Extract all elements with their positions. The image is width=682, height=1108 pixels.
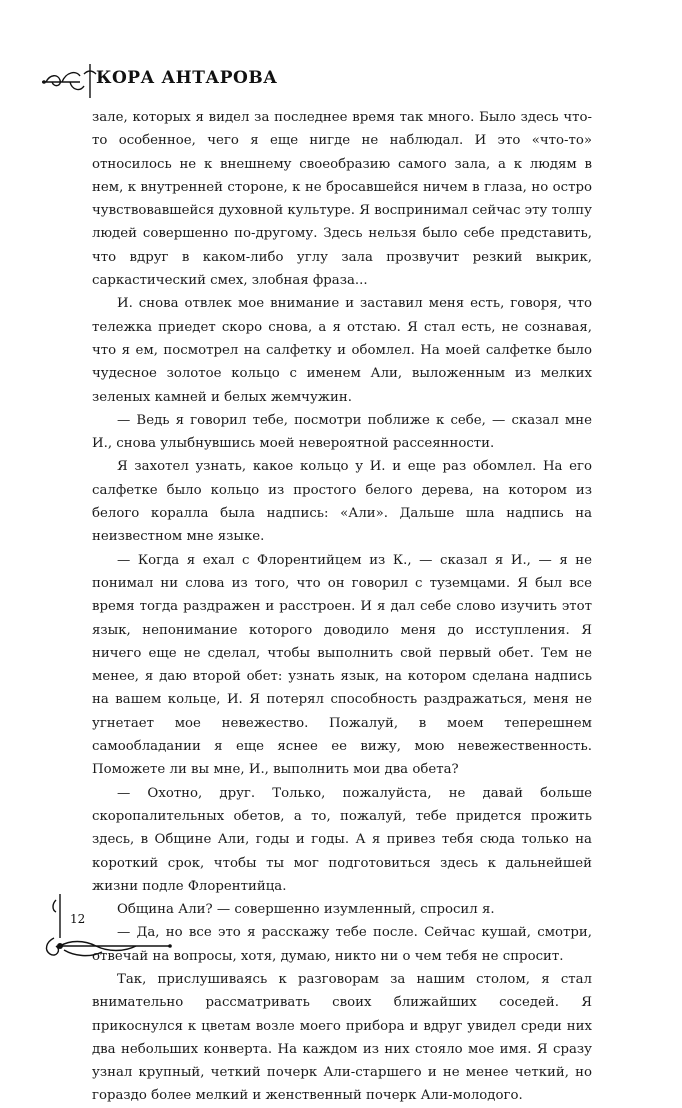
paragraph: Я захотел узнать, какое кольцо у И. и еще раз обомлел. На его салфетке было кольцо из простого белого дерева, на котором из белого коралла была надпись: «Али». Дальше шла надпись на неизвестном мне языке.: [92, 459, 592, 545]
paragraph: И. снова отвлек мое внимание и заставил меня есть, говоря, что тележка приедет скоро снова, а я отстаю. Я стал есть, не сознавая, что я ем, посмотрел на салфетку и обомлел. На моей салфетке было чудесное золотое кольцо с именем Али, выложенным из мелких зеленых камней и белых жемчужин.: [92, 296, 592, 405]
footer-ornament-icon: [40, 890, 180, 970]
paragraph: — Ведь я говорил тебе, посмотри поближе к себе, — сказал мне И., снова улыбнувшись моей невероятной рассеянности.: [92, 412, 592, 452]
author-name: КОРА АНТАРОВА: [96, 68, 278, 88]
paragraph: — Охотно, друг. Только, пожалуйста, не давай больше скоропалительных обетов, а то, пожалуй, тебе придется прожить здесь, в Общине Али, годы и годы. А я привез тебя сюда только на короткий срок, чтобы ты мог подготовиться здесь к дальнейшей жизни подле Флорентийца.: [92, 785, 592, 894]
paragraph: — Когда я ехал с Флорентийцем из К., — сказал я И., — я не понимал ни слова из того, что он говорил с туземцами. Я был все время тогда раздражен и расстроен. И я дал себе слово изучить этот язык, непонимание которого доводило меня до исступления. Я ничего еще не сделал, чтобы выполнить свой первый обет. Тем не менее, я даю второй обет: узнать язык, на котором сделана надпись на вашем кольце, И. Я потерял способность раздражаться, меня не угнетает мое невежество. Пожалуй, в моем теперешнем самообладании я еще яснее ее вижу, мою невежественность. Поможете ли вы мне, И., выполнить мои два обета?: [92, 552, 592, 778]
paragraph: — Да, но все это я расскажу тебе после. Сейчас кушай, смотри, отвечай на вопросы, хотя, думаю, никто ни о чем тебя не спросит.: [92, 925, 592, 964]
paragraph: зале, которых я видел за последнее время так много. Было здесь что-то особенное, чего я еще нигде не наблюдал. И это «что-то» относилось не к внешнему своеобразию самого зала, а к людям в нем, к внутренней стороне, к не бросавшейся ничем в глаза, но остро чувствовавшейся духовной культуре. Я воспринимал сейчас эту толпу людей совершенно по-другому. Здесь нельзя было себе представить, что вдруг в каком-либо углу зала прозвучит резкий выкрик, саркастический смех, злобная фраза...: [92, 110, 592, 289]
page-number: 12: [70, 912, 86, 926]
running-header: [40, 60, 600, 100]
page-footer: [40, 890, 180, 970]
paragraph: Так, прислушиваясь к разговорам за нашим столом, я стал внимательно рассматривать своих ближайших соседей. Я прикоснулся к цветам возле моего прибора и вдруг увидел среди них два небольших конверта. На каждом из них стояло мое имя. Я сразу узнал крупный, четкий почерк Али-старшего и не менее четкий, но гораздо более мелкий и женственный почерк Али-молодого.: [92, 971, 592, 1104]
header-ornament-icon: [40, 60, 100, 100]
paragraph: Община Али? — совершенно изумленный, спросил я.: [117, 902, 495, 918]
